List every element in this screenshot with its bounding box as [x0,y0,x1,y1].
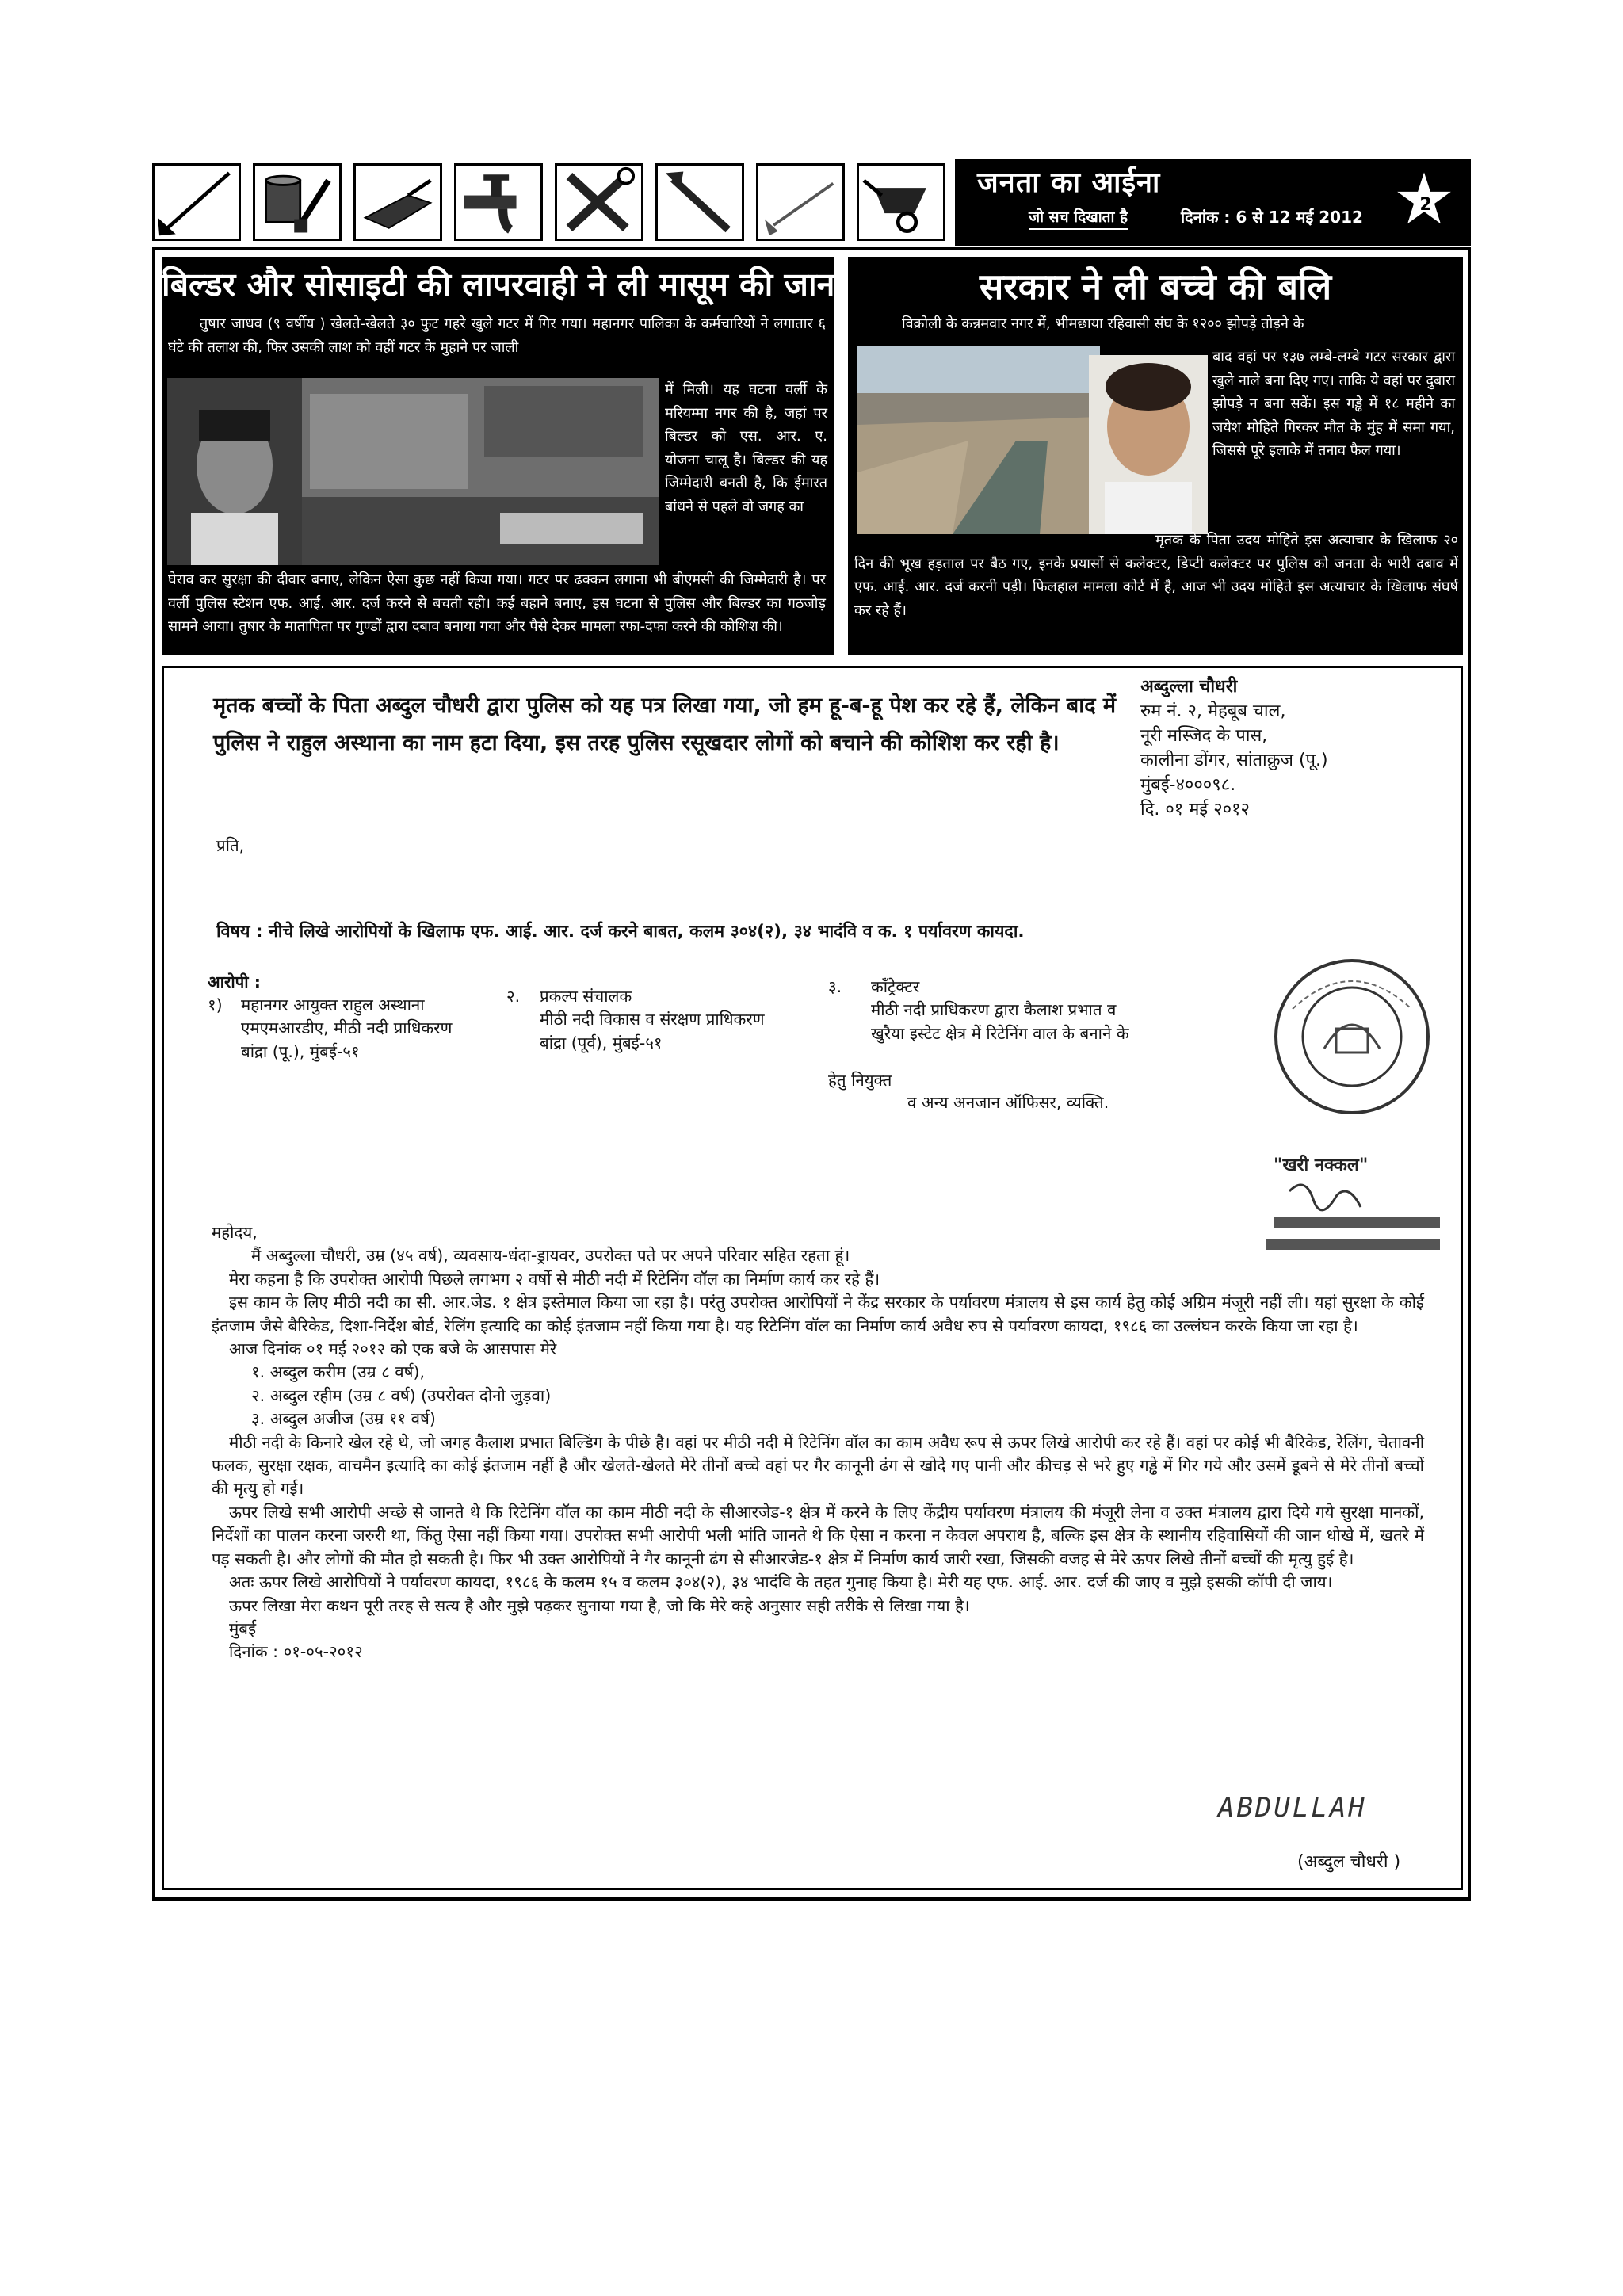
accused-line: प्रकल्प संचालक [540,987,632,1006]
accused-label: आरोपी : [208,972,261,991]
recipient-line: प्रति, [216,836,245,855]
news-photo [167,378,659,565]
story-text: विक्रोली के कन्नमवार नगर में, भीमछाया रहिवासी संघ के १२०० झोपड़े तोड़ने के [902,315,1304,332]
svg-text:"खरी नक्कल": "खरी नक्कल" [1274,1156,1369,1175]
address-line: मुंबई-४०००९८. [1140,775,1236,795]
sender-address [1140,674,1426,822]
story-text: बाद वहां पर १३७ लम्बे-लम्बे गटर सरकार द्वारा खुले नाले बना दिए गए। ताकि ये वहां पर दुबारा झोपड़े न बना सकें। इस गड्ढे में १८ महीने का जयेश मोहिते गिरकर मौत के मुंह में समा गया, जिससे पूरे इलाके में तनाव फैल गया। [1212,349,1455,459]
letter-paragraph: अतः ऊपर लिखे आरोपियों ने पर्यावरण कायदा, १९८६ के कलम १५ व कलम ३०४(२), ३४ भादंवि के तहत गुनाह किया है। मेरी यह एफ. आई. आर. दर्ज की जाए व मुझे इसकी कॉपी दी जाय। [229,1572,1333,1592]
letter-place: मुंबई [229,1618,257,1638]
water-tap-icon [454,163,543,241]
letter-date: दि. ०१ मई २०१२ [1140,800,1250,819]
child-list-item: ३. अब्दुल अजीज (उम्र ११ वर्ष) [251,1409,436,1429]
letter-paragraph: इस काम के लिए मीठी नदी का सी. आर.जेड. १ क्षेत्र इस्तेमाल किया जा रहा है। परंतु उपरोक्त आरोपियों ने केंद्र सरकार के पर्यावरण मंत्रालय से इस कार्य हेतु कोई अग्रिम मंजूरी नहीं ली। यहां सुरक्षा के कोई इंतजाम जैसे बैरिकेड, दिशा-निर्देश बोर्ड, रेलिंग इत्यादि का कोई इंतजाम नहीं किया गया है। यह रिटेनिंग वॉल का निर्माण कार्य अवैध रुप से पर्यावरण कायदा, १९८६ का उल्लंघन करके किया जा रहा है। [212,1293,1424,1335]
accused-number: १) [208,995,223,1014]
official-seal-icon [1269,953,1435,1120]
accused-line: बांद्रा (पू.), मुंबई-५१ [241,1041,360,1061]
letter-body [212,1221,1424,1664]
story-government-sacrifice [848,257,1463,655]
accused-line: एमएमआरडीए, मीठी नदी प्राधिकरण [241,1018,453,1038]
complaint-letter [162,666,1463,1890]
letter-paragraph: मीठी नदी के किनारे खेल रहे थे, जो जगह कैलाश प्रभात बिल्डिंग के पीछे है। वहां पर मीठी नदी में रिटेनिंग वॉल का काम अवैध रूप से ऊपर लिखे आरोपी कर रहे हैं। वहां पर कोई भी बैरिकेड, रेलिंग, चेतावनी फलक, सुरक्षा रक्षक, वाचमैन इत्यादि का कोई इंतजाम नहीं है और खेलते-खेलते मेरे तीनों बच्चे वहां पर गैर कानूनी ढंग से खोदे गए पानी और कीचड़ से भरे हुए गड्ढे में गिर गये और उसमें डूबने से मेरे तीनों बच्चों की मृत्यु हो गई। [212,1432,1424,1499]
accused-line: व अन्य अनजान ऑफिसर, व्यक्ति. [907,1093,1109,1112]
paint-bucket-brush-icon [253,163,342,241]
accused-line: हेतु नियुक्त [828,1071,892,1090]
issue-date: दिनांक : 6 से 12 मई 2012 [1181,208,1363,227]
accused-line: मीठी नदी विकास व संरक्षण प्राधिकरण [540,1010,765,1030]
accused-number: ३. [828,977,842,996]
letter-paragraph: मेरा कहना है कि उपरोक्त आरोपी पिछले लगभग २ वर्षो से मीठी नदी में रिटेनिंग वॉल का निर्माण कार्य कर रहे हैं। [229,1269,880,1289]
story-headline: बिल्डर और सोसाइटी की लापरवाही ने ली मासूम की जान [162,266,835,304]
sender-name: अब्दुल्ला चौधरी [1140,677,1238,697]
letter-subject: विषय : नीचे लिखे आरोपियों के खिलाफ एफ. आई. आर. दर्ज करने बाबत, कलम ३०४(२), ३४ भादंवि व क. १ पर्यावरण कायदा. [216,922,1025,942]
accused-line: बांद्रा (पूर्व), मुंबई-५१ [540,1033,663,1052]
accused-line: खुरैया इस्टेट क्षेत्र में रिटेनिंग वाल के बनाने के [871,1023,1129,1043]
letter-date: दिनांक : ०१-०५-२०१२ [229,1642,363,1662]
letter-paragraph: ऊपर लिखा मेरा कथन पूरी तरह से सत्य है और मुझे पढ़कर सुनाया गया है, जो कि मेरे कहे अनुसार सही तरीके से लिखा गया है। [229,1595,970,1615]
letter-paragraph: ऊपर लिखे सभी आरोपी अच्छे से जानते थे कि रिटेनिंग वॉल का काम मीठी नदी के सीआरजेड-१ क्षेत्र में करने के लिए केंद्रीय पर्यावरण मंत्रालय की मंजूरी लेना व उक्त मंत्रालय द्वारा दिये गये सुरक्षा मानकों, निर्देशों का पालन करना जरुरी था, किंतु ऐसा नहीं किया गया। उपरोक्त सभी आरोपी भली भांति जानते थे कि ऐसा न करना न केवल अपराध है, बल्कि इस क्षेत्र के स्थानीय रहिवासियों की जान धोखे में, खतरे में पड़ सकती है। और लोगों की मौत हो सकती है। फिर भी उक्त आरोपियों ने गैर कानूनी ढंग से सीआरजेड-१ क्षेत्र में निर्माण कार्य जारी रखा, जिसकी वजह से मेरे ऊपर लिखे तीनों बच्चों की मृत्यु हुई है। [212,1502,1424,1568]
page-number: 2 [1419,195,1432,215]
pipe-wrench-icon [655,163,744,241]
trowel-icon [353,163,442,241]
wheelbarrow-icon [857,163,945,241]
masthead-strip [152,159,1471,246]
accused-item [828,976,1272,1045]
bottom-rule [152,1897,1471,1901]
child-photo [1089,355,1208,534]
accused-line: मीठी नदी प्राधिकरण द्वारा कैलाश प्रभात व [871,1000,1117,1020]
story-builder-negligence [162,257,834,655]
newspaper-tagline: जो सच दिखाता है [1029,206,1128,230]
newspaper-title: जनता का आईना [977,166,1161,199]
letter-paragraph: मैं अब्दुल्ला चौधरी, उम्र (४५ वर्ष), व्यवसाय-धंदा-ड्रायवर, उपरोक्त पते पर अपने परिवार सहित रहता हूं। [251,1246,850,1266]
accused-line: महानगर आयुक्त राहुल अस्थाना [241,995,425,1014]
shovel-icon [756,163,845,241]
hoe-icon [152,163,241,241]
story-text: घेराव कर सुरक्षा की दीवार बनाए, लेकिन ऐसा कुछ नहीं किया गया। गटर पर ढक्कन लगाना भी बीएमसी की जिम्मेदारी है। पर वर्ली पुलिस स्टेशन एफ. आई. आर. दर्ज करने से बचती रही। कई बहाने बनाए, इस घटना से पुलिस और बिल्डर का गठजोड़ सामने आया। तुषार के मातापिता पर गुण्डों द्वारा दबाव बनाया गया और पैसे देकर मामला रफा-दफा करने की कोशिश की। [168,571,826,635]
masthead-title-block [955,159,1471,246]
news-photo [857,346,1100,534]
accused-item [506,985,839,1055]
story-text: मृतक के पिता उदय मोहिते इस अत्याचार के खिलाफ २० दिन की भूख हड़ताल पर बैठ गए, इनके प्रयासों से कलेक्टर, डिप्टी कलेक्टर पर पुलिस को जनता के भारी दबाव में एफ. आई. आर. दर्ज करनी पड़ी। फिलहाल मामला कोर्ट में है, आज भी उदय मोहिते इस अत्याचार के खिलाफ संघर्ष कर रहे हैं। [854,532,1458,619]
accused-item [208,994,509,1064]
salutation: महोदय, [212,1223,258,1242]
letter-intro: मृतक बच्चों के पिता अब्दुल चौधरी द्वारा पुलिस को यह पत्र लिखा गया, जो हम हू-ब-हू पेश कर रहे हैं, लेकिन बाद में पुलिस ने राहुल अस्थाना का नाम हटा दिया, इस तरह पुलिस रसूखदार लोगों को बचाने की कोशिश कर रही है। [213,693,1117,755]
accused-number: २. [506,987,521,1006]
address-line: कालीना डोंगर, सांताक्रुज (पू.) [1140,751,1328,770]
signatory-name: (अब्दुल चौधरी ) [1297,1852,1401,1872]
story-text: तुषार जाधव (९ वर्षीय ) खेलते-खेलते ३० फुट गहरे खुले गटर में गिर गया। महानगर पालिका के कर्मचारियों ने लगातार ६ घंटे की तलाश की, फिर उसकी लाश को वहीं गटर के मुहाने पर जाली [168,315,826,356]
address-line: रुम नं. २, मेहबूब चाल, [1140,701,1286,721]
accused-line: कॉंट्रेक्टर [871,977,920,996]
address-line: नूरी मस्जिद के पास, [1140,726,1268,746]
child-list-item: १. अब्दुल करीम (उम्र ८ वर्ष), [251,1362,426,1382]
child-list-item: २. अब्दुल रहीम (उम्र ८ वर्ष) (उपरोक्त दोनो जुड़वा) [251,1385,552,1405]
letter-paragraph: आज दिनांक ०१ मई २०१२ को एक बजे के आसपास मेरे [229,1339,557,1359]
signature: ABDULLAH [1218,1792,1367,1824]
story-text: में मिली। यह घटना वर्ली के मरियम्मा नगर की है, जहां पर बिल्डर को एस. आर. ए. योजना चालू है। बिल्डर की यह जिम्मेदारी बनती है, कि ईमारत बांधने से पहले वो जगह का [665,381,827,515]
wrench-screwdriver-icon [555,163,643,241]
story-headline: सरकार ने ली बच्चे की बलि [979,266,1332,308]
